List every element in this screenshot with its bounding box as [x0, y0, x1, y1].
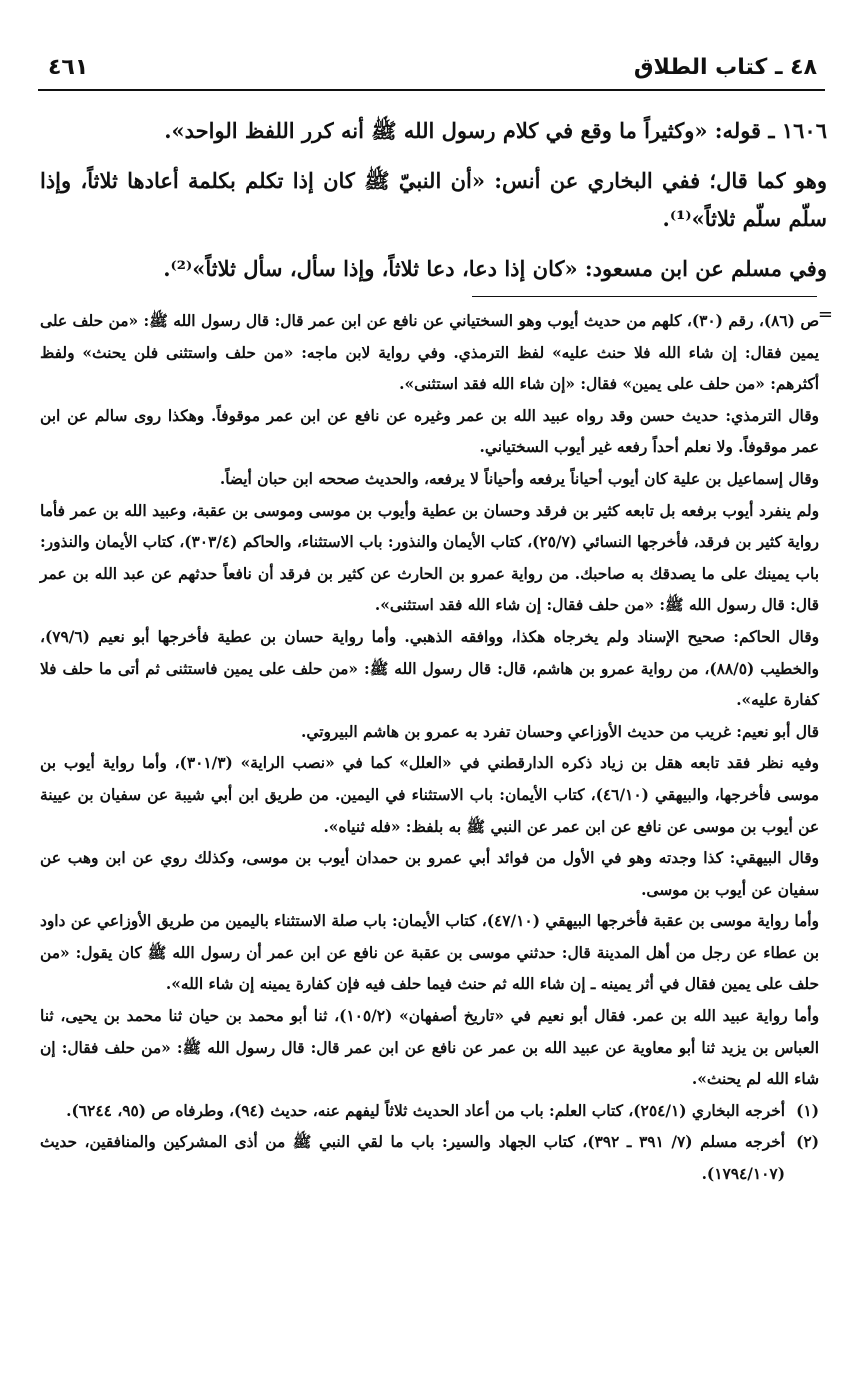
- note-paragraph: وفيه نظر فقد تابعه هقل بن زياد ذكره الدارقطني في «العلل» كما في «نصب الراية» (٣٠١/٣)، وأما رواية أيوب بن موسى فأخرجها، والبيهقي (٤٦/١٠)، كتاب الأيمان: باب الاستثناء في اليمين. من طريق ابن أبي شيبة عن سفيان بن عيينة عن أيوب بن موسى عن نافع عن ابن عمر عن النبي ﷺ به بلفظ: «فله ثنياه».: [40, 754, 819, 836]
- main-text: [40, 112, 827, 300]
- note-paragraph: ص (٨٦)، رقم (٣٠)، كلهم من حديث أيوب وهو السختياني عن نافع عن ابن عمر قال: قال رسول الله ﷺ: «من حلف على يمين فقال: إن شاء الله فلا حنث عليه» لفظ الترمذي. وفي رواية لابن ماجه: «من حلف واستثنى فلن يحنث» ولفظ أكثرهم: «من حلف على يمين» فقال: «إن شاء الله فقد استثنى».: [40, 312, 820, 394]
- running-header: [38, 55, 825, 91]
- footnote-text: أخرجه مسلم (٧/ ٣٩١ ـ ٣٩٢)، كتاب الجهاد والسير: باب ما لقي النبي ﷺ من أذى المشركين والمنافقين، حديث (١٧٩٤/١٠٧).: [40, 1133, 786, 1184]
- note-paragraph: وأما رواية عبيد الله بن عمر. فقال أبو نعيم في «تاريخ أصفهان» (١٠٥/٢)، ثنا أبو محمد بن حيان ثنا محمد بن يحيى، ثنا العباس بن يزيد ثنا أبو معاوية عن عبيد الله بن عمر عن نافع عن ابن عمر قال: قال رسول الله ﷺ: «من حلف فقال: إن شاء الله لم يحنث».: [40, 1007, 820, 1089]
- footnote-number: (١): [796, 1101, 819, 1120]
- note-paragraph: وقال إسماعيل بن علية كان أيوب أحياناً يرفعه وأحياناً لا يرفعه، والحديث صححه ابن حبان أيضاً.: [219, 469, 819, 488]
- note-paragraph: وقال الترمذي: حديث حسن وقد رواه عبيد الله بن عمر وغيره عن نافع عن ابن عمر موقوفاً. وهكذا روى سالم عن ابن عمر موقوفاً. ولا نعلم أحداً رفعه غير أيوب السختياني.: [40, 406, 819, 457]
- main-paragraph: وفي مسلم عن ابن مسعود: «كان إذا دعا، دعا ثلاثاً، وإذا سأل، سأل ثلاثاً»⁽²⁾.: [163, 256, 827, 281]
- continuation-mark: =: [817, 304, 833, 325]
- footnote-1: [40, 1096, 819, 1128]
- main-paragraph: وهو كما قال؛ ففي البخاري عن أنس: «أن النبيّ ﷺ كان إذا تكلم بكلمة أعادها ثلاثاً، وإذا سلّم سلّم ثلاثاً»⁽¹⁾.: [40, 168, 827, 231]
- note-paragraph: قال أبو نعيم: غريب من حديث الأوزاعي وحسان تفرد به عمرو بن هاشم البيروتي.: [301, 722, 819, 741]
- note-paragraph: ولم ينفرد أيوب برفعه بل تابعه كثير بن فرقد وحسان بن عطية وأيوب بن موسى وموسى بن عقبة، وعبيد الله بن عمر فأما رواية كثير بن فرقد، فأخرجها النسائي (٢٥/٧)، كتاب الأيمان والنذور: باب الاستثناء، والحاكم (٣٠٣/٤)، كتاب الأيمان والنذور: باب يمينك على ما يصدقك به صاحبك. من رواية عمرو بن الحارث عن كثير بن فرقد أن نافعاً حدثهم عن عبد الله بن عمر قال: قال رسول الله ﷺ: «من حلف فقال: إن شاء الله فقد استثنى».: [40, 501, 819, 615]
- footnotes-section: [40, 306, 819, 1191]
- page-number: ٤٦١: [48, 55, 89, 80]
- footnote-separator: [472, 296, 817, 297]
- note-paragraph: وأما رواية موسى بن عقبة فأخرجها البيهقي (٤٧/١٠)، كتاب الأيمان: باب صلة الاستثناء باليمين من طريق الأوزاعي عن داود بن عطاء عن رجل من أهل المدينة قال: حدثني موسى بن عقبة عن نافع عن ابن عمر أن رسول الله ﷺ كان يقول: «من حلف على يمين فقال في أثر يمينه ـ إن شاء الله ثم حنث فيما حلف فيه فإن كفارة يمينه إن شاء الله».: [40, 912, 819, 994]
- footnote-text: أخرجه البخاري (٢٥٤/١)، كتاب العلم: باب من أعاد الحديث ثلاثاً ليفهم عنه، حديث (٩٤)، وطرفاه ص (٩٥، ٦٢٤٤).: [66, 1101, 785, 1120]
- note-paragraph: وقال البيهقي: كذا وجدته وهو في الأول من فوائد أبي عمرو بن حمدان أيوب بن موسى، وكذلك روي عن ابن وهب عن سفيان عن أيوب بن موسى.: [40, 849, 819, 899]
- footnote-2: [40, 1127, 819, 1190]
- note-paragraph: وقال الحاكم: صحيح الإسناد ولم يخرجاه هكذا، ووافقه الذهبي. وأما رواية حسان بن عطية فأخرجها أبو نعيم (٧٩/٦)، والخطيب (٨٨/٥)، من رواية عمرو بن هاشم، قال: قال رسول الله ﷺ: «من حلف على يمين فاستثنى ثم أتى ما حلف فلا كفارة عليه».: [40, 627, 819, 710]
- main-paragraph: ١٦٠٦ ـ قوله: «وكثيراً ما وقع في كلام رسول الله ﷺ أنه كرر اللفظ الواحد».: [164, 118, 827, 143]
- chapter-title: ٤٨ ـ كتاب الطلاق: [633, 55, 817, 80]
- footnote-number: (٢): [796, 1133, 819, 1152]
